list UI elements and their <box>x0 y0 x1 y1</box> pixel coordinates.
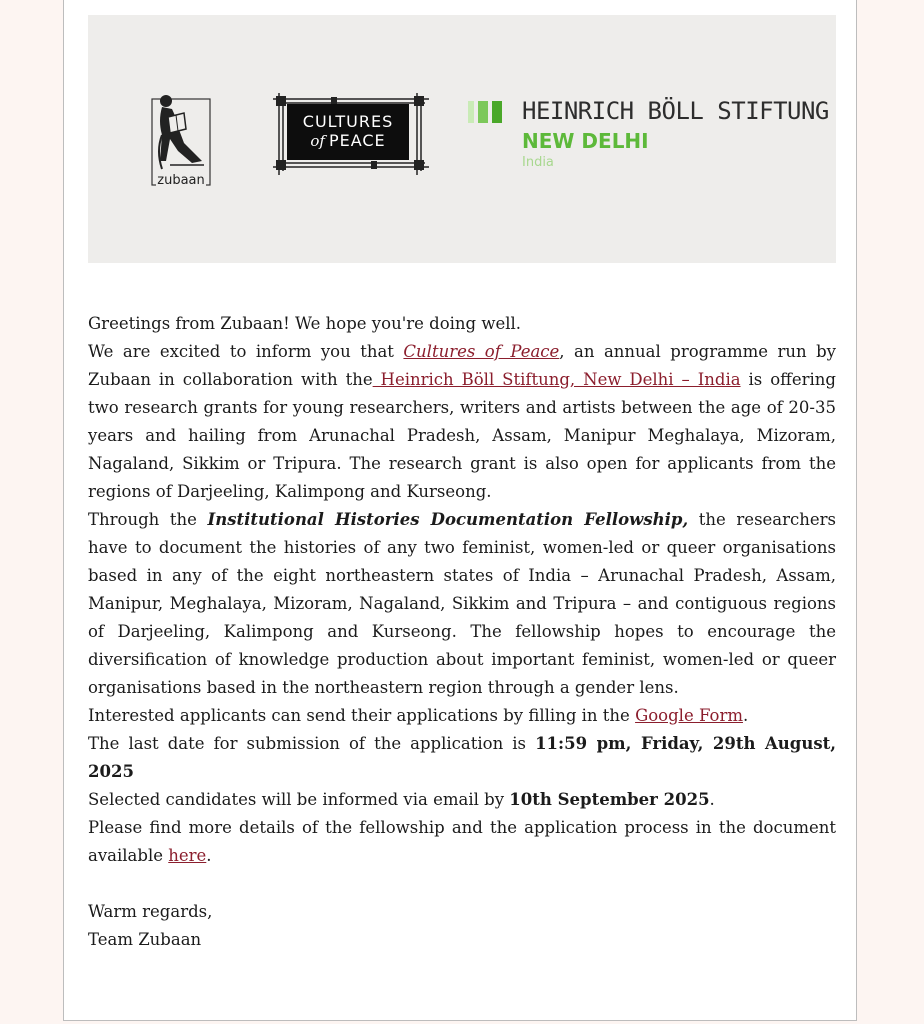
cop-peace: PEACE <box>328 131 386 150</box>
apply-text-b: . <box>742 706 749 725</box>
hbs-name: HEINRICH BÖLL STIFTUNG <box>522 97 829 125</box>
fellowship-text-b: the researchers have to document the histories of any two feminist, women-led or queer organisations based in any of the eight northeastern states of India – Arunachal Pradesh, Assam, Manipur, Meghalaya, Mizoram, Nagaland, Sikkim and Tripura – and contiguous regions of Darjeeling, Kalimpong and Kurseong. The fellowship hopes to encourage the diversification of knowledge production about important feminist, women-led or queer organisations based in the northeastern region through a gender lens. <box>88 510 837 697</box>
cultures-of-peace-badge <box>287 104 409 160</box>
cultures-of-peace-link[interactable]: Cultures of Peace <box>403 342 560 361</box>
details-text-end: . <box>206 846 212 865</box>
zubaan-logo <box>148 91 212 191</box>
hbs-country: India <box>522 155 554 170</box>
fellowship-paragraph <box>88 506 836 702</box>
email-body <box>88 310 836 954</box>
intro-text-c: is offering two research grants for young researchers, writers and artists between the age of 20-35 years and hailing from Arunachal Pradesh, Assam, Manipur Meghalaya, Mizoram, Nagaland, Sikkim or Tripura. The research grant is also open for applicants from the regions of Darjeeling, Kalimpong and Kurseong. <box>88 370 836 501</box>
cop-line-cultures: CULTURES <box>302 112 394 131</box>
notification-date: 10th September 2025 <box>509 790 710 809</box>
cop-line-of-peace <box>287 131 409 151</box>
heinrich-boll-stiftung-logo <box>468 99 828 179</box>
notification-paragraph <box>88 786 836 814</box>
details-paragraph <box>88 814 836 870</box>
greeting-paragraph: Greetings from Zubaan! We hope you're doing well. <box>88 314 522 333</box>
email-card <box>63 0 857 1021</box>
details-text: Please find more details of the fellowship and the application process in the document available <box>88 818 836 865</box>
intro-text-b: , an annual programme run by Zubaan in collaboration with the <box>88 342 836 389</box>
deadline-paragraph <box>88 730 836 786</box>
apply-text-a: Interested applicants can send their applications by filling in the <box>88 706 636 725</box>
hbs-city: NEW DELHI <box>522 129 649 153</box>
spacer <box>88 870 836 898</box>
apply-paragraph <box>88 702 836 730</box>
google-form-link[interactable]: Google Form <box>635 706 743 725</box>
hbs-bars-icon <box>468 101 514 123</box>
fellowship-title: Institutional Histories Documentation Fellowship, <box>207 510 689 529</box>
notification-text-end: . <box>709 790 715 809</box>
cop-of: of <box>310 132 325 150</box>
zubaan-wordmark: zubaan <box>157 173 205 188</box>
deadline-date: 11:59 pm, Friday, 29th August, 2025 <box>88 734 836 781</box>
signoff: Warm regards, <box>88 902 213 921</box>
notification-text: Selected candidates will be informed via email by <box>88 790 510 809</box>
intro-paragraph <box>88 338 836 506</box>
cultures-of-peace-logo <box>271 91 431 177</box>
fellowship-text-a: Through the <box>88 510 208 529</box>
hbs-link[interactable]: Heinrich Böll Stiftung, New Delhi – India <box>372 370 741 389</box>
details-here-link[interactable]: here <box>168 846 207 865</box>
signature: Team Zubaan <box>88 930 202 949</box>
deadline-text: The last date for submission of the application is <box>88 734 536 753</box>
intro-text-a: We are excited to inform you that <box>88 342 404 361</box>
partner-logos-banner <box>88 15 836 263</box>
